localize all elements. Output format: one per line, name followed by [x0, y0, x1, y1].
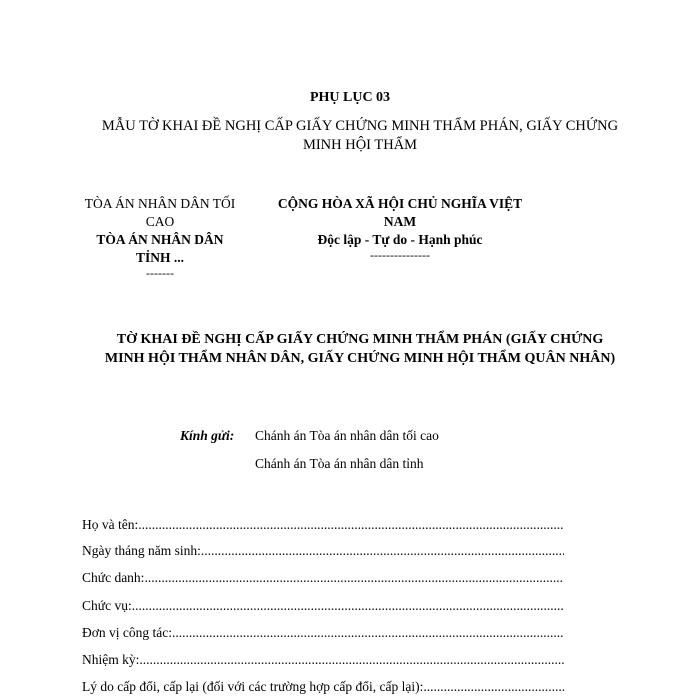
issuing-court-header: [80, 195, 240, 279]
field-label: Nhiệm kỳ:: [82, 652, 140, 667]
supreme-court-name: TÒA ÁN NHÂN DÂN TỐI CAO: [84, 196, 236, 229]
field-label: Ngày tháng năm sinh:: [82, 543, 201, 558]
field-label: Đơn vị công tác:: [82, 625, 172, 640]
greeting-label: Kính gửi:: [180, 428, 235, 443]
fill-in-line[interactable]: [201, 543, 564, 559]
left-header-separator: -------: [146, 266, 174, 280]
work-unit-field[interactable]: [82, 625, 564, 641]
field-label: Lý do cấp đổi, cấp lại (đối với các trường hợp cấp đổi, cấp lại):: [82, 679, 424, 694]
reissue-reason-field[interactable]: [82, 679, 564, 695]
fill-in-line[interactable]: [138, 517, 564, 533]
appendix-subtitle: MẪU TỜ KHAI ĐỀ NGHỊ CẤP GIẤY CHỨNG MINH THẨM PHÁN, GIẤY CHỨNG MINH HỘI THẨM: [101, 118, 619, 153]
field-label: Chức vụ:: [82, 598, 132, 613]
position-field[interactable]: [82, 598, 564, 614]
greeting-recipient: Chánh án Tòa án nhân dân tỉnh: [255, 456, 424, 471]
national-motto-header: [275, 195, 525, 261]
full-name-field[interactable]: [82, 517, 564, 533]
date-of-birth-field[interactable]: [82, 543, 564, 559]
fill-in-line[interactable]: [172, 625, 564, 641]
greeting-recipient: Chánh án Tòa án nhân dân tối cao: [255, 428, 439, 443]
country-name: CỘNG HÒA XÃ HỘI CHỦ NGHĨA VIỆT NAM: [277, 196, 523, 229]
right-header-separator: ---------------: [370, 248, 430, 262]
field-label: Chức danh:: [82, 570, 145, 585]
title-field[interactable]: [82, 570, 564, 586]
fill-in-line[interactable]: [423, 679, 564, 695]
form-title: TỜ KHAI ĐỀ NGHỊ CẤP GIẤY CHỨNG MINH THẨM PHÁN (GIẤY CHỨNG MINH HỘI THẨM NHÂN DÂN, GIẤY CHỨNG MINH HỘI THẨM QUÂN NHÂN): [104, 332, 616, 366]
fill-in-line[interactable]: [132, 598, 564, 614]
field-label: Họ và tên:: [82, 517, 139, 532]
provincial-court-name: TÒA ÁN NHÂN DÂN TỈNH ...: [96, 232, 224, 265]
appendix-title: PHỤ LỤC 03: [309, 90, 391, 105]
fill-in-line[interactable]: [139, 652, 564, 668]
national-motto: Độc lập - Tự do - Hạnh phúc: [317, 232, 483, 247]
fill-in-line[interactable]: [144, 570, 564, 586]
term-field[interactable]: [82, 652, 564, 668]
